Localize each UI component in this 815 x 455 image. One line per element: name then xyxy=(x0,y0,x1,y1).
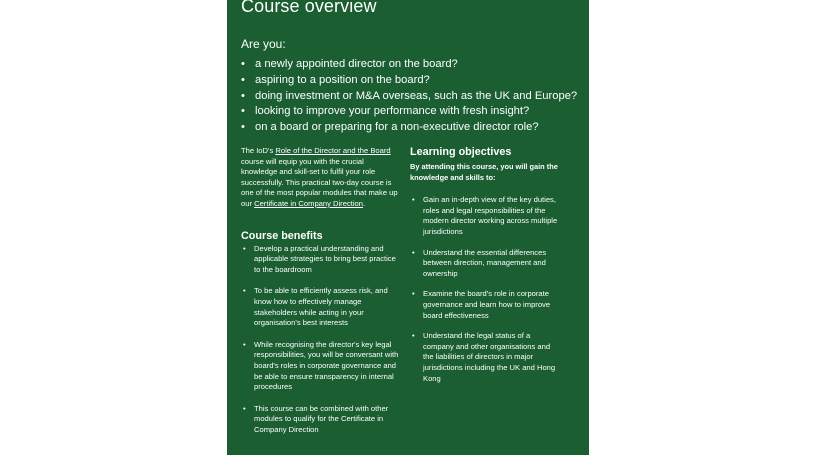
are-you-label: Are you: xyxy=(241,37,286,51)
benefits-list xyxy=(241,244,401,436)
list-item: • This course can be combined with other modules to qualify for the Certificate in Company Direction xyxy=(241,404,401,436)
right-column xyxy=(410,146,560,394)
benefits-heading: Course benefits xyxy=(241,229,323,242)
objectives-heading: Learning objectives xyxy=(410,146,512,158)
list-item: • Examine the board's role in corporate governance and learn how to improve board effectiveness xyxy=(410,289,560,321)
description-text: . xyxy=(362,198,366,208)
description-text: course will equip you with the crucial knowledge and skill-set to fulfil your role successfully. This practical two-day course is one of the most popular modules that make up our xyxy=(241,156,398,208)
objectives-lead: By attending this course, you will gain the knowledge and skills to: xyxy=(410,162,558,182)
list-item: • To be able to efficiently assess risk, and know how to effectively manage stakeholders while acting in your organisation's best interests xyxy=(241,286,401,328)
course-description xyxy=(241,146,401,210)
list-item: • While recognising the director's key legal responsibilities, you will be conversant with board's roles in corporate governance and be able to ensure transparency in internal procedures xyxy=(241,340,401,393)
role-of-director-link[interactable]: Role of the Director and the Board xyxy=(275,146,391,155)
list-item: • doing investment or M&A overseas, such as the UK and Europe? xyxy=(241,89,577,105)
list-item: • Understand the legal status of a company and other organisations and the liabilities of directors in major jurisdictions including the UK and Hong Kong xyxy=(410,331,560,384)
list-item: • aspiring to a position on the board? xyxy=(241,73,577,89)
certificate-link[interactable]: Certificate in Company Direction xyxy=(254,198,363,208)
list-item: • Develop a practical understanding and applicable strategies to bring best practice to the boardroom xyxy=(241,244,401,276)
list-item: • Gain an in-depth view of the key duties, roles and legal responsibilities of the modern director working across multiple jurisdictions xyxy=(410,195,560,237)
description-text: The IoD's xyxy=(241,146,276,155)
list-item: • looking to improve your performance with fresh insight? xyxy=(241,104,577,120)
audience-list xyxy=(241,57,577,136)
list-item: • a newly appointed director on the board? xyxy=(241,57,577,73)
list-item: • on a board or preparing for a non-executive director role? xyxy=(241,120,577,136)
left-column xyxy=(241,146,401,446)
page-title: Course overview xyxy=(241,0,377,16)
objectives-list xyxy=(410,195,560,384)
course-overview-panel xyxy=(227,0,589,455)
list-item: • Understand the essential differences between direction, management and ownership xyxy=(410,248,560,280)
